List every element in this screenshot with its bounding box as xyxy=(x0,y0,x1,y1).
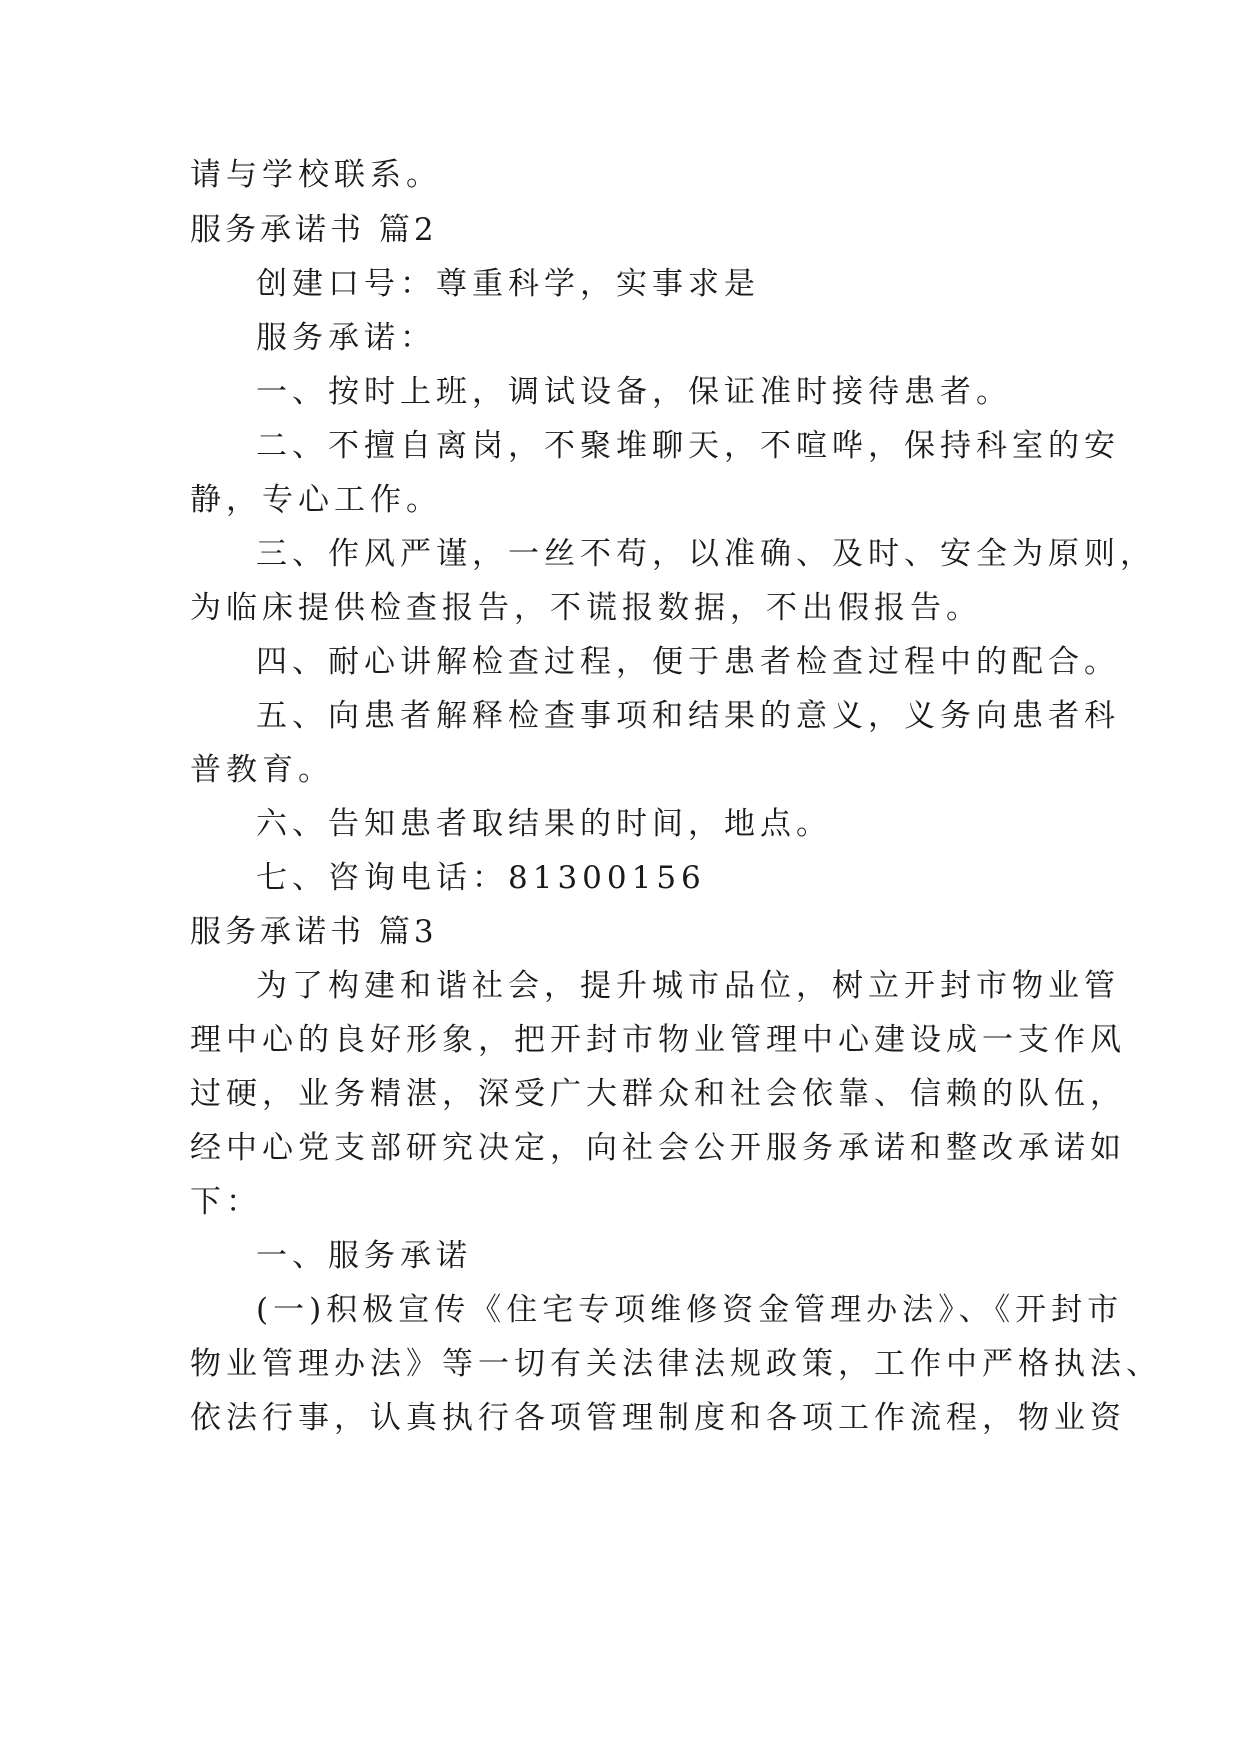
paragraph-line: 七、咨询电话：81300156 xyxy=(256,860,706,896)
paragraph-line: 创建口号：尊重科学，实事求是 xyxy=(256,266,760,302)
paragraph-line: 过硬，业务精湛，深受广大群众和社会依靠、信赖的队伍， xyxy=(190,1076,1126,1112)
paragraph-line: 经中心党支部研究决定，向社会公开服务承诺和整改承诺如 xyxy=(190,1130,1126,1166)
paragraph-line: 为了构建和谐社会，提升城市品位，树立开封市物业管 xyxy=(256,968,1120,1004)
paragraph-line: 一、按时上班，调试设备，保证准时接待患者。 xyxy=(256,374,1012,410)
paragraph-line: 一、服务承诺 xyxy=(256,1238,472,1274)
paragraph-line: 依法行事，认真执行各项管理制度和各项工作流程，物业资 xyxy=(190,1400,1126,1436)
paragraph-line: 六、告知患者取结果的时间，地点。 xyxy=(256,806,832,842)
paragraph-line: 请与学校联系。 xyxy=(190,157,442,193)
section-heading: 服务承诺书 篇3 xyxy=(190,914,438,950)
paragraph-line: 理中心的良好形象，把开封市物业管理中心建设成一支作风 xyxy=(190,1022,1126,1058)
section-heading: 服务承诺书 篇2 xyxy=(190,212,438,248)
paragraph-line: 为临床提供检查报告，不谎报数据，不出假报告。 xyxy=(190,590,982,626)
paragraph-line: (一)积极宣传《住宅专项维修资金管理办法》、《开封市 xyxy=(256,1292,1124,1328)
paragraph-line: 普教育。 xyxy=(190,752,334,788)
paragraph-line: 三、作风严谨，一丝不苟，以准确、及时、安全为原则， xyxy=(256,536,1156,572)
paragraph-line: 四、耐心讲解检查过程，便于患者检查过程中的配合。 xyxy=(256,644,1120,680)
paragraph-line: 二、不擅自离岗，不聚堆聊天，不喧哗，保持科室的安 xyxy=(256,428,1120,464)
paragraph-line: 下： xyxy=(190,1184,262,1220)
paragraph-line: 五、向患者解释检查事项和结果的意义，义务向患者科 xyxy=(256,698,1120,734)
paragraph-line: 静，专心工作。 xyxy=(190,482,442,518)
paragraph-line: 物业管理办法》等一切有关法律法规政策，工作中严格执法、 xyxy=(190,1346,1162,1382)
paragraph-line: 服务承诺： xyxy=(256,320,436,356)
